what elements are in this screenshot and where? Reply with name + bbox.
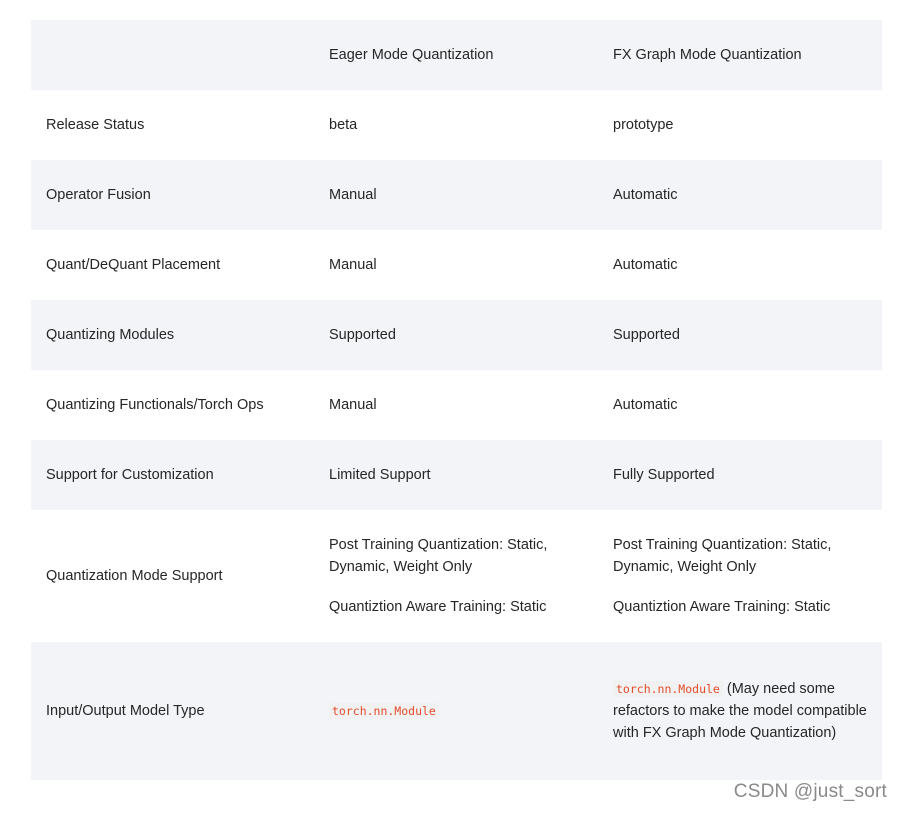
table-row [31,230,882,300]
table-row [31,370,882,440]
feature-cell: Input/Output Model Type [46,703,205,719]
feature-cell: Quantization Mode Support [46,568,223,584]
comparison-table [31,20,882,780]
eager-cell: Supported [329,327,396,343]
feature-cell: Operator Fusion [46,187,151,203]
header-eager-mode: Eager Mode Quantization [329,47,494,63]
header-feature-cell [31,20,314,90]
eager-cell: Manual [329,187,377,203]
feature-cell: Release Status [46,117,145,133]
table-row [31,90,882,160]
feature-cell: Quantizing Modules [46,327,175,343]
csdn-watermark: CSDN @just_sort [733,781,887,802]
eager-code-torch-nn-module: torch.nn.Module [329,703,439,719]
fx-cell: Automatic [613,257,678,273]
eager-cell: Limited Support [329,467,431,483]
eager-cell: beta [329,117,358,133]
fx-cell [598,642,882,780]
feature-cell: Quantizing Functionals/Torch Ops [46,397,264,413]
eager-cell [314,642,598,780]
eager-ptq-text: Post Training Quantization: Static, Dynamic, Weight Only [329,537,548,575]
fx-cell [598,510,882,642]
eager-cell: Manual [329,397,377,413]
eager-qat-text: Quantiztion Aware Training: Static [329,599,547,615]
feature-cell: Quant/DeQuant Placement [46,257,221,273]
fx-cell: Fully Supported [613,467,715,483]
table-row [31,300,882,370]
fx-model-type-note: (May need some refactors to make the model compatible with FX Graph Mode Quantization) [613,681,867,741]
table-row-quantization-mode [31,510,882,642]
eager-cell: Manual [329,257,377,273]
fx-cell: Automatic [613,187,678,203]
table-row-model-type [31,642,882,780]
feature-cell: Support for Customization [46,467,214,483]
eager-cell [314,510,598,642]
header-fx-graph-mode: FX Graph Mode Quantization [613,47,802,63]
table-header-row [31,20,882,90]
fx-code-torch-nn-module: torch.nn.Module [613,681,723,697]
fx-cell: Automatic [613,397,678,413]
fx-qat-text: Quantiztion Aware Training: Static [613,599,831,615]
table-row [31,440,882,510]
fx-ptq-text: Post Training Quantization: Static, Dynamic, Weight Only [613,537,832,575]
fx-cell: prototype [613,117,674,133]
fx-cell: Supported [613,327,680,343]
table-row [31,160,882,230]
